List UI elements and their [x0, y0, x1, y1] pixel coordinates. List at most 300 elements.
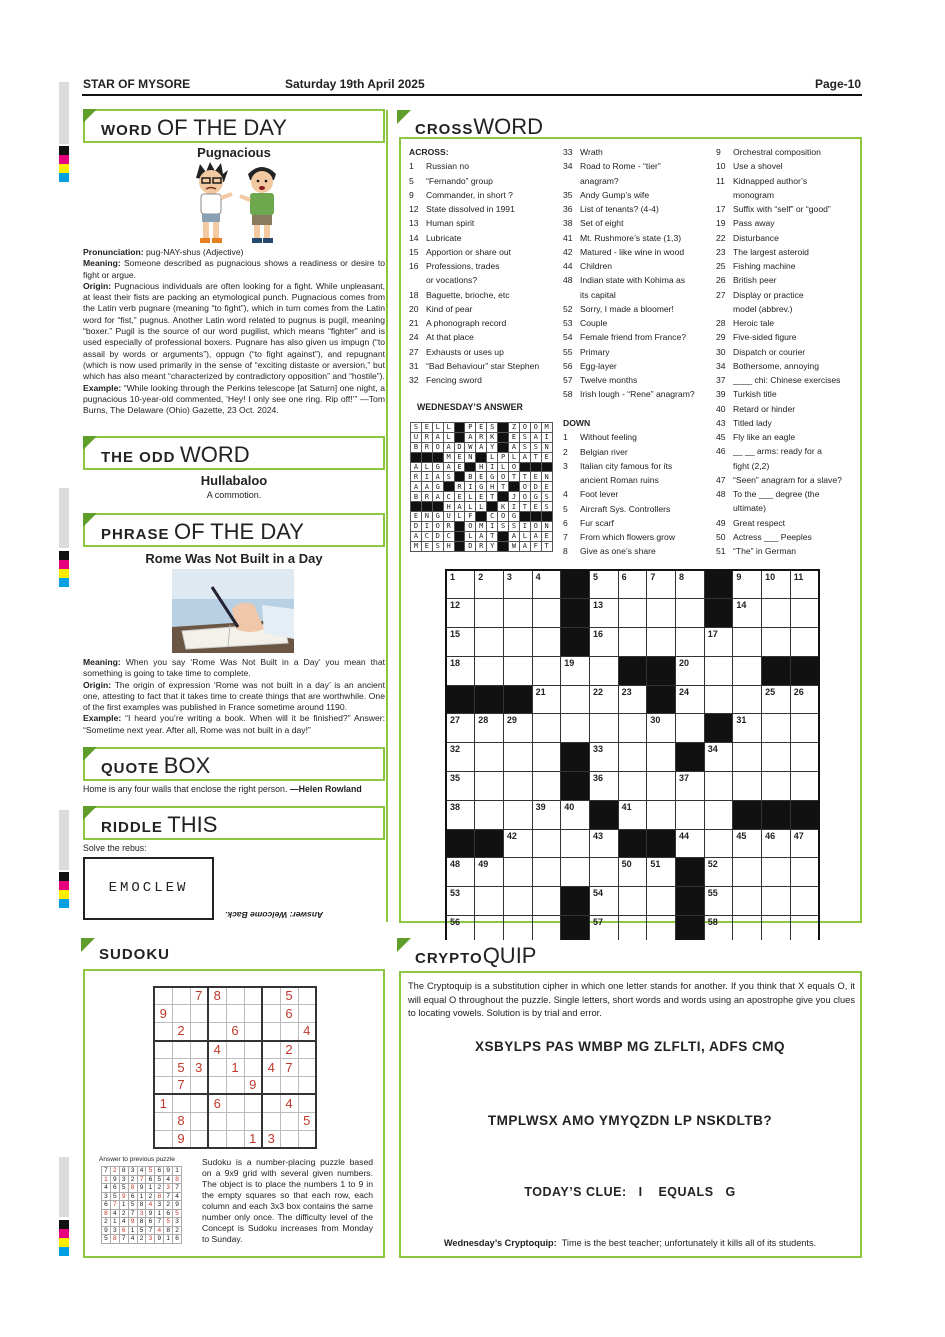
answer-cell: O [530, 423, 541, 433]
crossword-cell[interactable] [762, 887, 791, 916]
sudoku-prev-cell: 7 [102, 1167, 111, 1176]
sudoku-cell[interactable] [226, 987, 244, 1005]
crossword-cell[interactable] [475, 656, 504, 685]
crossword-cell[interactable] [532, 743, 561, 772]
sudoku-cell[interactable] [280, 1130, 298, 1148]
crossword-cell[interactable]: 12 [446, 599, 475, 628]
sudoku-cell[interactable] [298, 1076, 316, 1094]
crossword-cell[interactable]: 15 [446, 628, 475, 657]
clue-item [409, 216, 539, 230]
sudoku-cell[interactable] [262, 1076, 280, 1094]
crossword-cell[interactable] [618, 743, 647, 772]
clue-item [716, 430, 842, 444]
crossword-cell[interactable] [790, 743, 819, 772]
black-cell [561, 887, 590, 916]
clue-number: 41 [563, 232, 573, 243]
sudoku-prev-cell: 8 [119, 1167, 128, 1176]
crossword-cell[interactable]: 3 [503, 570, 532, 599]
crossword-cell[interactable] [589, 656, 618, 685]
crossword-cell[interactable] [561, 685, 590, 714]
clue-text: Female friend from France? [580, 332, 687, 343]
crossword-cell[interactable]: 42 [503, 829, 532, 858]
crossword-cell[interactable]: 34 [704, 743, 733, 772]
clue-number: 21 [409, 318, 419, 328]
crossword-cell[interactable]: 43 [589, 829, 618, 858]
crossword-cell[interactable]: 27 [446, 714, 475, 743]
crossword-cell[interactable] [676, 599, 705, 628]
answer-cell: H [487, 482, 498, 492]
crossword-cell[interactable] [733, 685, 762, 714]
crossword-cell[interactable]: 26 [790, 685, 819, 714]
crossword-cell[interactable] [733, 656, 762, 685]
clue-item [563, 216, 695, 230]
crossword-cell[interactable]: 53 [446, 887, 475, 916]
crossword-cell[interactable]: 8 [676, 570, 705, 599]
black-cell [498, 531, 509, 541]
black-cell [618, 656, 647, 685]
sudoku-cell[interactable] [208, 1112, 226, 1130]
crossword-cell[interactable] [704, 829, 733, 858]
crossword-cell[interactable]: 36 [589, 772, 618, 801]
crossword-cell[interactable] [790, 714, 819, 743]
crossword-cell[interactable] [503, 858, 532, 887]
crossword-cell[interactable]: 10 [762, 570, 791, 599]
example-paragraph: Example: “While looking through the Perkins telescope [at Saturn] one night, a pugnacious 10-year-old commented, ‘Hey! I only see one ring. Rip off!’” —Tom Burns, The Delaware (Ohio) Gazette, 23 Oct. 2024. [83, 382, 385, 416]
sudoku-cell[interactable] [190, 1005, 208, 1023]
black-cell [704, 599, 733, 628]
crossword-cell[interactable] [647, 887, 676, 916]
sudoku-cell[interactable] [298, 1094, 316, 1112]
crossword-cell[interactable] [618, 772, 647, 801]
sudoku-cell[interactable] [244, 1094, 262, 1112]
crossword-cell[interactable] [503, 656, 532, 685]
crossword-cell[interactable] [503, 628, 532, 657]
crossword-cell[interactable]: 28 [475, 714, 504, 743]
crossword-cell[interactable] [561, 858, 590, 887]
sudoku-cell[interactable] [190, 1076, 208, 1094]
crossword-cell[interactable] [704, 656, 733, 685]
clue-item [409, 259, 539, 273]
clue-text: Disturbance [733, 232, 779, 243]
crossword-cell[interactable] [733, 628, 762, 657]
sudoku-cell[interactable] [226, 1076, 244, 1094]
black-cell [432, 452, 443, 462]
crossword-cell[interactable] [733, 743, 762, 772]
sudoku-cell[interactable] [298, 987, 316, 1005]
crossword-cell[interactable] [503, 599, 532, 628]
black-cell [733, 800, 762, 829]
sudoku-cell[interactable] [280, 1076, 298, 1094]
crossword-cell[interactable] [762, 714, 791, 743]
clue-number: 52 [563, 303, 573, 314]
crossword-cell[interactable] [647, 599, 676, 628]
sudoku-cell: 8 [172, 1112, 190, 1130]
crossword-cell[interactable] [618, 887, 647, 916]
crossword-cell[interactable] [561, 829, 590, 858]
sudoku-cell[interactable] [244, 1112, 262, 1130]
sudoku-cell[interactable] [154, 987, 172, 1005]
sudoku-cell[interactable] [154, 1130, 172, 1148]
sudoku-cell[interactable] [190, 1112, 208, 1130]
sudoku-cell[interactable] [154, 1023, 172, 1041]
crossword-cell[interactable]: 17 [704, 628, 733, 657]
crossword-cell[interactable] [790, 887, 819, 916]
crossword-cell[interactable]: 29 [503, 714, 532, 743]
down-list [563, 430, 675, 558]
crossword-cell[interactable] [532, 656, 561, 685]
sudoku-cell[interactable] [172, 1094, 190, 1112]
clue-number: 4 [563, 489, 568, 500]
sudoku-cell[interactable] [262, 987, 280, 1005]
answer-cell: E [454, 492, 465, 502]
clue-number: 3 [563, 460, 568, 471]
crossword-cell[interactable] [704, 685, 733, 714]
sudoku-cell[interactable] [154, 1041, 172, 1059]
sudoku-cell[interactable] [262, 1023, 280, 1041]
prev-answer-label: WEDNESDAY’S ANSWER [417, 402, 523, 412]
crossword-cell[interactable]: 22 [589, 685, 618, 714]
sudoku-cell[interactable] [226, 1112, 244, 1130]
answer-cell: S [443, 472, 454, 482]
cryptoquip-line-1: XSBYLPS PAS WMBP MG ZLFLTI, ADFS CMQ [475, 1039, 785, 1054]
crossword-cell[interactable]: 25 [762, 685, 791, 714]
clue-number: 24 [409, 332, 419, 343]
sudoku-cell[interactable] [262, 1094, 280, 1112]
crossword-cell[interactable]: 23 [618, 685, 647, 714]
sudoku-cell[interactable] [226, 1041, 244, 1059]
crossword-cell[interactable]: 44 [676, 829, 705, 858]
odd-word: Hullabaloo [200, 473, 268, 488]
crossword-cell[interactable]: 14 [733, 599, 762, 628]
sudoku-prev-cell: 2 [137, 1235, 146, 1244]
sudoku-prev-cell: 4 [164, 1175, 173, 1184]
crossword-cell[interactable] [618, 714, 647, 743]
clue-text: Couple [580, 318, 608, 328]
sudoku-prev-cell: 6 [119, 1226, 128, 1235]
crossword-cell[interactable]: 39 [532, 800, 561, 829]
clue-text: Human spirit [426, 218, 475, 229]
clue-text: Heroic tale [733, 318, 775, 328]
crossword-cell[interactable] [618, 628, 647, 657]
crossword-cell[interactable] [647, 800, 676, 829]
answer-cell: Z [509, 423, 520, 433]
clue-text: Primary [580, 346, 610, 357]
crossword-cell[interactable] [647, 743, 676, 772]
answer-cell: A [476, 442, 487, 452]
answer-cell: N [541, 442, 552, 452]
crossword-cell[interactable] [532, 628, 561, 657]
clue-item [563, 502, 675, 516]
clue-item [409, 345, 539, 359]
sudoku-cell[interactable] [172, 1005, 190, 1023]
sudoku-cell[interactable] [154, 1112, 172, 1130]
sudoku-prev-cell: 4 [173, 1192, 182, 1201]
clue-number: 23 [716, 246, 726, 257]
sudoku-cell[interactable] [280, 1112, 298, 1130]
sudoku-prev-cell: 9 [119, 1192, 128, 1201]
cryptoquip-clue: TODAY’S CLUE: I EQUALS G [524, 1185, 736, 1199]
crossword-cell[interactable]: 19 [561, 656, 590, 685]
sudoku-prev-cell: 2 [128, 1175, 137, 1184]
sudoku-cell[interactable] [298, 1059, 316, 1077]
crossword-cell[interactable] [475, 743, 504, 772]
clue-text: Irish lough - “Rene” anagram? [580, 389, 695, 400]
crossword-cell[interactable] [647, 628, 676, 657]
crossword-cell[interactable]: 38 [446, 800, 475, 829]
sudoku-prev-answer-grid [101, 1166, 182, 1244]
crossword-cell[interactable]: 13 [589, 599, 618, 628]
answer-cell: G [476, 482, 487, 492]
crossword-cell[interactable]: 49 [475, 858, 504, 887]
crossword-cell[interactable] [503, 887, 532, 916]
crossword-cell[interactable]: 18 [446, 656, 475, 685]
crossword-cell[interactable] [532, 829, 561, 858]
crossword-cell[interactable] [475, 628, 504, 657]
crossword-cell[interactable] [733, 772, 762, 801]
crossword-cell[interactable] [532, 772, 561, 801]
sudoku-cell[interactable] [298, 1041, 316, 1059]
sudoku-cell[interactable] [172, 987, 190, 1005]
sudoku-cell[interactable] [244, 1041, 262, 1059]
sudoku-cell[interactable] [262, 1041, 280, 1059]
crossword-cell[interactable]: 5 [589, 570, 618, 599]
crossword-cell[interactable] [733, 887, 762, 916]
sudoku-grid[interactable] [153, 986, 317, 1149]
down-heading: DOWN [563, 418, 591, 428]
crossword-cell[interactable]: 16 [589, 628, 618, 657]
sudoku-cell[interactable] [244, 987, 262, 1005]
crossword-cell[interactable] [704, 772, 733, 801]
clue-number [563, 473, 580, 487]
crossword-cell[interactable] [503, 743, 532, 772]
clue-item [563, 487, 675, 501]
section-title-small: CROSS [415, 121, 474, 138]
clue-text: Kidnapped author’s [733, 175, 808, 186]
answer-cell: D [530, 482, 541, 492]
crossword-cell[interactable] [503, 772, 532, 801]
black-cell [454, 521, 465, 531]
clue-item [409, 202, 539, 216]
clue-text: Without feeling [580, 432, 637, 443]
crossword-cell[interactable]: 41 [618, 800, 647, 829]
clue-item [716, 245, 842, 259]
sudoku-cell[interactable] [244, 1059, 262, 1077]
sudoku-cell[interactable] [262, 1112, 280, 1130]
answer-cell: G [432, 462, 443, 472]
sudoku-cell[interactable] [226, 1094, 244, 1112]
crossword-cell[interactable]: 20 [676, 656, 705, 685]
sudoku-cell[interactable] [280, 1023, 298, 1041]
crossword-cell[interactable]: 4 [532, 570, 561, 599]
sudoku-prev-cell: 4 [102, 1184, 111, 1193]
crossword-cell[interactable] [762, 628, 791, 657]
sudoku-cell[interactable] [208, 1076, 226, 1094]
crossword-cell[interactable]: 24 [676, 685, 705, 714]
sudoku-cell[interactable] [226, 1130, 244, 1148]
answer-cell: A [411, 482, 422, 492]
crossword-cell[interactable] [647, 772, 676, 801]
page-header [83, 77, 861, 93]
crossword-cell[interactable] [676, 628, 705, 657]
crossword-cell[interactable] [503, 800, 532, 829]
sudoku-prev-cell: 9 [110, 1175, 119, 1184]
sudoku-cell: 1 [154, 1094, 172, 1112]
clue-number: 35 [563, 189, 573, 200]
crossword-cell[interactable] [733, 858, 762, 887]
clue-item [409, 245, 539, 259]
crossword-cell[interactable] [475, 800, 504, 829]
crossword-cell[interactable]: 56 [446, 916, 475, 945]
sudoku-cell[interactable] [226, 1005, 244, 1023]
crossword-cell[interactable] [475, 772, 504, 801]
sudoku-prev-cell: 7 [128, 1209, 137, 1218]
crossword-cell[interactable]: 21 [532, 685, 561, 714]
black-cell [647, 829, 676, 858]
black-cell [475, 829, 504, 858]
answer-cell: E [454, 462, 465, 472]
crossword-cell[interactable]: 54 [589, 887, 618, 916]
black-cell [475, 685, 504, 714]
clue-text: Professions, trades [426, 261, 500, 271]
crossword-grid[interactable] [445, 569, 820, 945]
clue-text: Egg-layer [580, 360, 617, 371]
crossword-cell[interactable]: 37 [676, 772, 705, 801]
crossword-cell[interactable]: 11 [790, 570, 819, 599]
crossword-cell[interactable] [704, 800, 733, 829]
clue-number: 32 [409, 375, 419, 385]
clue-item [716, 416, 842, 430]
crossword-cell[interactable] [762, 772, 791, 801]
sudoku-cell[interactable] [298, 1130, 316, 1148]
crossword-cell[interactable]: 2 [475, 570, 504, 599]
sudoku-cell[interactable] [190, 1023, 208, 1041]
crossword-cell[interactable] [532, 599, 561, 628]
crossword-cell[interactable]: 55 [704, 887, 733, 916]
sudoku-cell[interactable] [298, 1005, 316, 1023]
crossword-cell[interactable] [589, 858, 618, 887]
crossword-cell[interactable] [762, 743, 791, 772]
crossword-cell[interactable] [676, 800, 705, 829]
crossword-cell[interactable]: 9 [733, 570, 762, 599]
crossword-cell[interactable] [762, 858, 791, 887]
clue-number: 50 [716, 531, 726, 542]
sudoku-cell[interactable] [208, 1005, 226, 1023]
crossword-cell[interactable] [790, 599, 819, 628]
sudoku-cell[interactable] [190, 1094, 208, 1112]
sudoku-cell[interactable] [208, 1059, 226, 1077]
clue-number: 33 [563, 147, 573, 157]
sudoku-cell: 9 [172, 1130, 190, 1148]
crossword-cell[interactable] [532, 858, 561, 887]
sudoku-cell[interactable] [190, 1130, 208, 1148]
crossword-cell[interactable]: 1 [446, 570, 475, 599]
sudoku-cell[interactable] [208, 1130, 226, 1148]
crossword-cell[interactable]: 47 [790, 829, 819, 858]
crossword-cell[interactable]: 32 [446, 743, 475, 772]
crossword-cell[interactable]: 50 [618, 858, 647, 887]
clue-number: 34 [716, 360, 726, 371]
crossword-cell[interactable] [532, 714, 561, 743]
cmyk-mark [59, 872, 69, 908]
crossword-cell[interactable]: 57 [589, 916, 618, 945]
crossword-cell[interactable]: 45 [733, 829, 762, 858]
word-of-day-word: Pugnacious [197, 145, 271, 160]
answer-cell: L [421, 462, 432, 472]
sudoku-cell[interactable] [244, 1005, 262, 1023]
crossword-cell[interactable]: 52 [704, 858, 733, 887]
crossword-cell[interactable]: 48 [446, 858, 475, 887]
crossword-cell[interactable] [475, 599, 504, 628]
sudoku-cell[interactable] [172, 1041, 190, 1059]
sudoku-cell: 2 [280, 1041, 298, 1059]
sudoku-cell[interactable] [244, 1023, 262, 1041]
crossword-cell[interactable] [790, 858, 819, 887]
clue-number: 58 [563, 389, 573, 400]
clue-number: 18 [409, 289, 419, 300]
crossword-cell[interactable] [561, 714, 590, 743]
crossword-cell[interactable]: 40 [561, 800, 590, 829]
sudoku-cell[interactable] [190, 1041, 208, 1059]
clue-item [716, 174, 842, 188]
crossword-cell[interactable]: 35 [446, 772, 475, 801]
crossword-cell[interactable]: 58 [704, 916, 733, 945]
crossword-cell[interactable]: 46 [762, 829, 791, 858]
clue-item [563, 330, 695, 344]
clue-text: Fishing machine [733, 261, 796, 271]
crossword-cell[interactable] [618, 599, 647, 628]
crossword-cell[interactable] [589, 714, 618, 743]
clue-item [563, 259, 695, 273]
crossword-cell[interactable] [790, 772, 819, 801]
clue-text: British peer [733, 275, 777, 286]
answer-cell: E [476, 423, 487, 433]
sudoku-cell: 9 [244, 1076, 262, 1094]
crossword-cell[interactable]: 31 [733, 714, 762, 743]
sudoku-cell[interactable] [262, 1005, 280, 1023]
crossword-cell[interactable]: 51 [647, 858, 676, 887]
clue-item [409, 359, 539, 373]
clue-item [563, 188, 695, 202]
clue-number: 54 [563, 332, 573, 343]
clue-text: monogram [733, 189, 775, 200]
crossword-cell[interactable]: 7 [647, 570, 676, 599]
answer-cell: I [541, 432, 552, 442]
crossword-cell[interactable] [676, 714, 705, 743]
sudoku-cell[interactable] [208, 1023, 226, 1041]
section-title-small: THE ODD [101, 449, 176, 466]
crossword-cell[interactable] [762, 599, 791, 628]
clue-number [409, 273, 426, 287]
crossword-cell[interactable]: 30 [647, 714, 676, 743]
answer-cell: G [432, 482, 443, 492]
answer-cell: G [432, 512, 443, 522]
crossword-cell[interactable]: 6 [618, 570, 647, 599]
clue-text: Exhausts or uses up [426, 346, 504, 357]
clue-item [716, 444, 842, 458]
crossword-cell[interactable] [790, 628, 819, 657]
sudoku-cell[interactable] [154, 1076, 172, 1094]
sudoku-prev-cell: 5 [164, 1218, 173, 1227]
crossword-cell[interactable] [475, 887, 504, 916]
sudoku-prev-cell: 1 [173, 1167, 182, 1176]
answer-cell: B [411, 492, 422, 502]
answer-cell: C [487, 512, 498, 522]
crossword-cell[interactable] [532, 887, 561, 916]
answer-cell: R [476, 541, 487, 551]
answer-cell: C [443, 531, 454, 541]
sudoku-cell[interactable] [154, 1059, 172, 1077]
crossword-cell[interactable]: 33 [589, 743, 618, 772]
